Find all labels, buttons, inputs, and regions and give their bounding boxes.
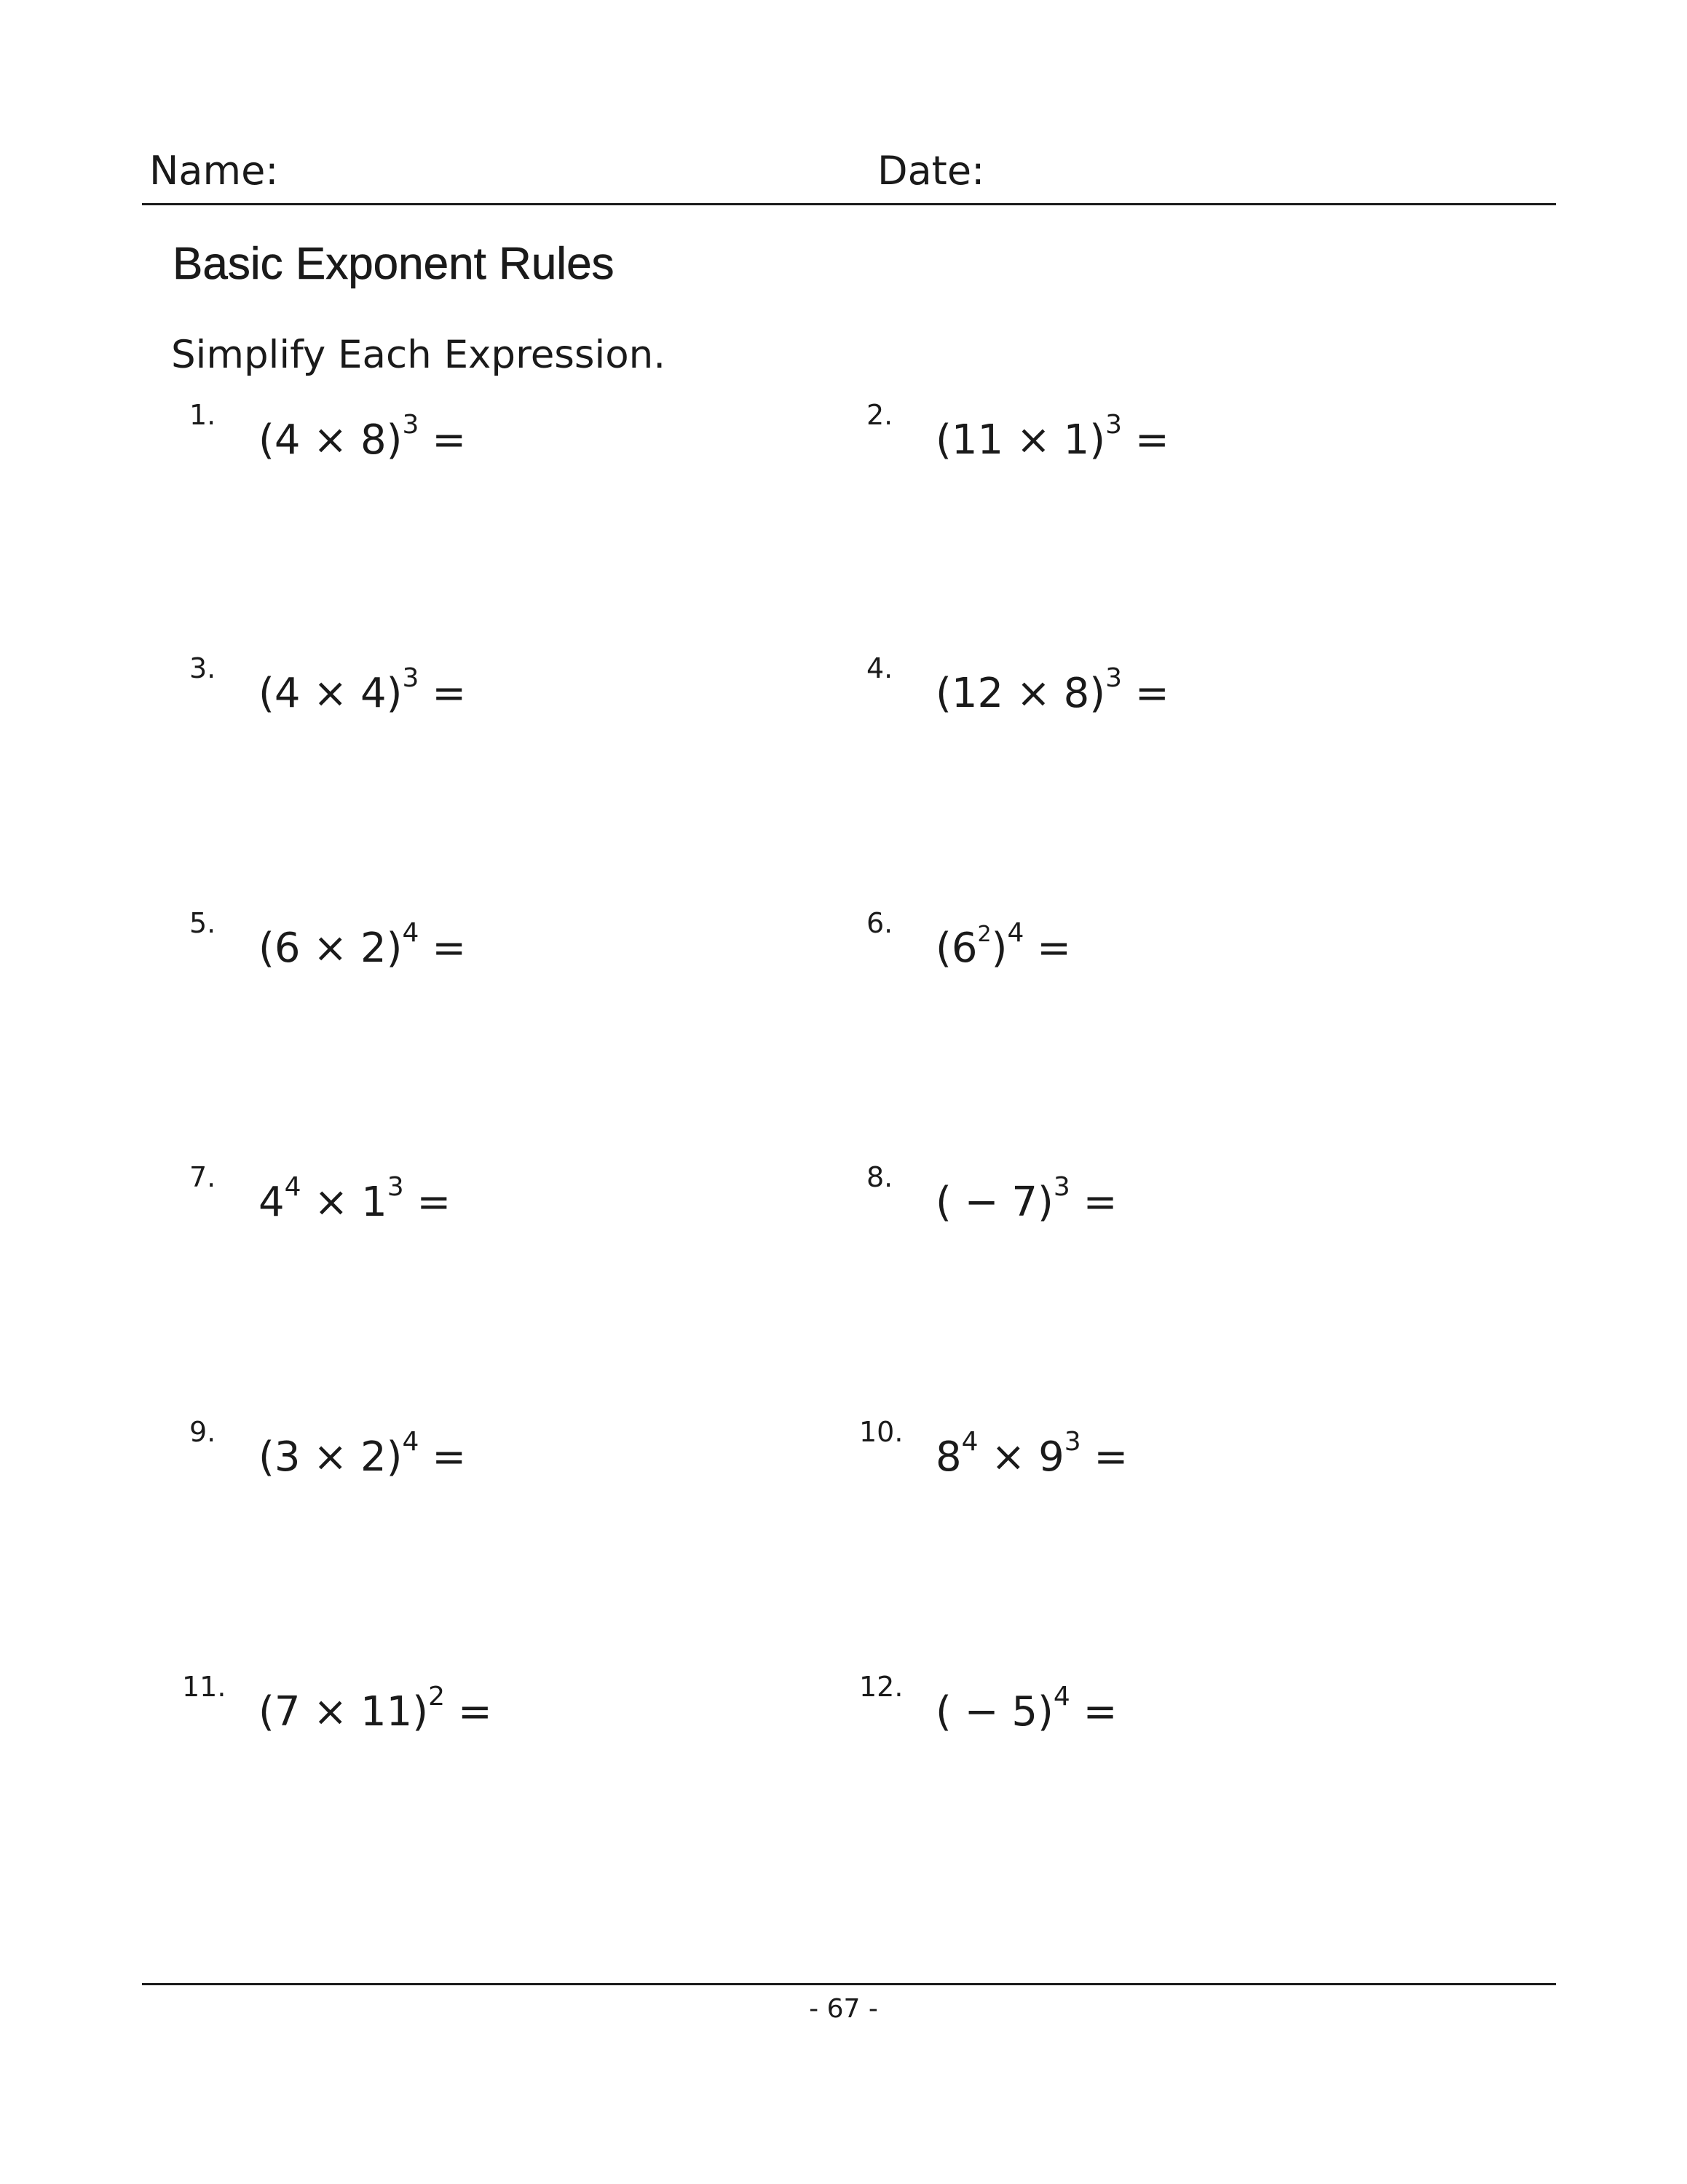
problem-expression: $(11 \times 1)^3$ = — [936, 410, 1169, 464]
problem-number: 9. — [189, 1416, 216, 1448]
name-label: Name: — [149, 148, 279, 194]
instructions: Simplify Each Expression. — [171, 333, 666, 377]
problem-3 — [189, 650, 845, 737]
problem-expression: $(3 \times 2)^4$ = — [258, 1427, 467, 1481]
problem-9 — [189, 1414, 845, 1501]
problem-2 — [866, 397, 1522, 484]
problem-expression: ( − 7)$^3$ = — [936, 1172, 1118, 1226]
problem-number: 11. — [182, 1671, 226, 1703]
header-divider — [142, 203, 1556, 205]
problem-number: 6. — [866, 907, 893, 939]
problem-expression: ( − 5)$^4$ = — [936, 1682, 1118, 1736]
problem-7 — [189, 1159, 845, 1246]
problem-expression: $(6 \times 2)^4$ = — [258, 918, 467, 972]
problem-10 — [859, 1414, 1514, 1501]
problem-number: 12. — [859, 1671, 904, 1703]
problem-number: 2. — [866, 399, 893, 431]
problem-4 — [866, 650, 1522, 737]
problem-expression: $(4 \times 8)^3$ = — [258, 410, 467, 464]
date-label: Date: — [877, 148, 985, 194]
problem-number: 10. — [859, 1416, 904, 1448]
problem-expression: $(12 \times 8)^3$ = — [936, 663, 1169, 717]
problem-number: 1. — [189, 399, 216, 431]
problem-number: 5. — [189, 907, 216, 939]
problem-11 — [182, 1669, 837, 1756]
problem-number: 7. — [189, 1161, 216, 1193]
page-title: Basic Exponent Rules — [173, 239, 615, 289]
problem-8 — [866, 1159, 1522, 1246]
footer-divider — [142, 1983, 1556, 1985]
problem-6 — [866, 905, 1522, 992]
problem-number: 8. — [866, 1161, 893, 1193]
problem-expression: $(4 \times 4)^3$ = — [258, 663, 467, 717]
problem-expression: $(7 \times 11)^2$ = — [258, 1682, 492, 1736]
problem-expression: $(6^2)^4$ = — [936, 918, 1072, 972]
page-number: - 67 - — [809, 1994, 878, 2024]
problem-12 — [859, 1669, 1514, 1756]
problem-5 — [189, 905, 845, 992]
problem-number: 3. — [189, 652, 216, 684]
problem-1 — [189, 397, 845, 484]
problem-number: 4. — [866, 652, 893, 684]
problem-expression: $8^4 \times 9^3$ = — [936, 1427, 1129, 1481]
problem-expression: $4^4 \times 1^3$ = — [258, 1172, 451, 1226]
